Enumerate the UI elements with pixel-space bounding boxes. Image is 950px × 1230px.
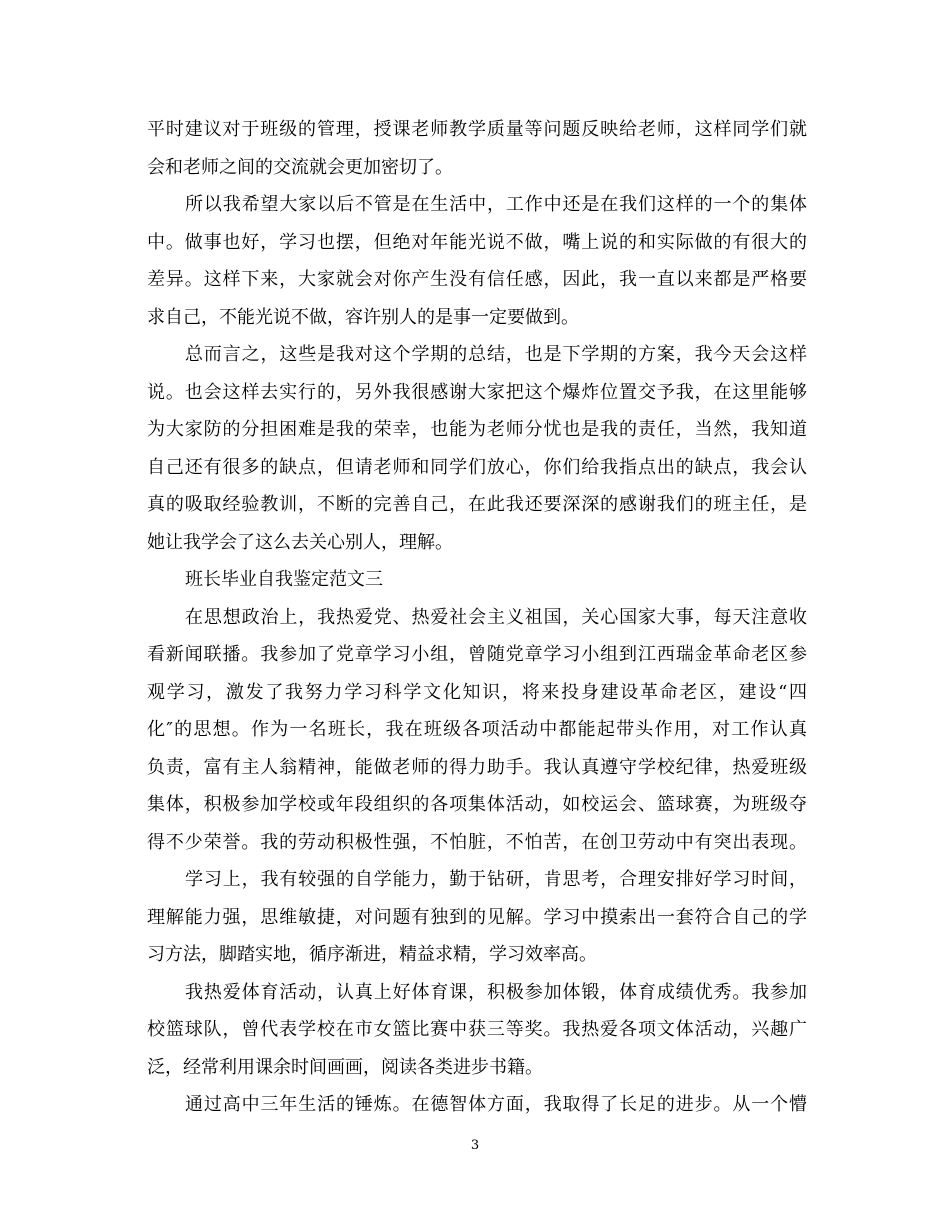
text-line: 泛，经常利用课余时间画画，阅读各类进步书籍。 — [147, 1057, 543, 1078]
text-line: 化″的思想。作为一名班长，我在班级各项活动中都能起带头作用，对工作认真 — [147, 719, 807, 740]
text-line: 我热爱体育活动，认真上好体育课，积极参加体锻，体育成绩优秀。我参加 — [185, 982, 807, 1003]
text-line: 校篮球队，曾代表学校在市女篮比赛中获三等奖。我热爱各项文体活动，兴趣广 — [147, 1019, 807, 1040]
text-line: 学习上，我有较强的自学能力，勤于钻研，肯思考，合理安排好学习时间， — [185, 869, 807, 890]
text-line: 自己还有很多的缺点，但请老师和同学们放心，你们给我指点出的缺点，我会认 — [147, 457, 807, 478]
text-line: 通过高中三年生活的锤炼。在德智体方面，我取得了长足的进步。从一个懵 — [185, 1094, 807, 1115]
text-line: 在思想政治上，我热爱党、热爱社会主义祖国，关心国家大事，每天注意收 — [185, 607, 807, 628]
text-line: 为大家防的分担困难是我的荣幸，也能为老师分忧也是我的责任，当然，我知道 — [147, 419, 807, 440]
text-line: 总而言之，这些是我对这个学期的总结，也是下学期的方案，我今天会这样 — [185, 344, 807, 365]
text-line: 负责，富有主人翁精神，能做老师的得力助手。我认真遵守学校纪律，热爱班级 — [147, 757, 807, 778]
text-line: 差异。这样下来，大家就会对你产生没有信任感，因此，我一直以来都是严格要 — [147, 269, 807, 290]
text-line: 平时建议对于班级的管理，授课老师教学质量等问题反映给老师，这样同学们就 — [147, 119, 807, 140]
page-number: 3 — [470, 1138, 480, 1153]
text-line: 看新闻联播。我参加了党章学习小组，曾随党章学习小组到江西瑞金革命老区参 — [147, 644, 807, 665]
text-line: 集体，积极参加学校或年段组织的各项集体活动，如校运会、篮球赛，为班级夺 — [147, 794, 807, 815]
text-line: 说。也会这样去实行的，另外我很感谢大家把这个爆炸位置交予我，在这里能够 — [147, 382, 807, 403]
text-line: 求自己，不能光说不做，容许别人的是事一定要做到。 — [147, 307, 579, 328]
text-line: 观学习，激发了我努力学习科学文化知识，将来投身建设革命老区，建设“四 — [147, 682, 807, 703]
section-heading: 班长毕业自我鉴定范文三 — [185, 569, 383, 590]
text-line: 真的吸取经验教训，不断的完善自己，在此我还要深深的感谢我们的班主任，是 — [147, 494, 807, 515]
text-line: 得不少荣誉。我的劳动积极性强，不怕脏，不怕苦，在创卫劳动中有突出表现。 — [147, 832, 807, 853]
text-line: 会和老师之间的交流就会更加密切了。 — [147, 157, 453, 178]
text-line: 所以我希望大家以后不管是在生活中，工作中还是在我们这样的一个的集体 — [185, 194, 807, 215]
text-line: 习方法，脚踏实地，循序渐进，精益求精，学习效率高。 — [147, 944, 597, 965]
text-line: 理解能力强，思维敏捷，对问题有独到的见解。学习中摸索出一套符合自己的学 — [147, 907, 807, 928]
text-line: 中。做事也好，学习也摆，但绝对年能光说不做，嘴上说的和实际做的有很大的 — [147, 232, 807, 253]
text-line: 她让我学会了这么去关心别人，理解。 — [147, 532, 453, 553]
